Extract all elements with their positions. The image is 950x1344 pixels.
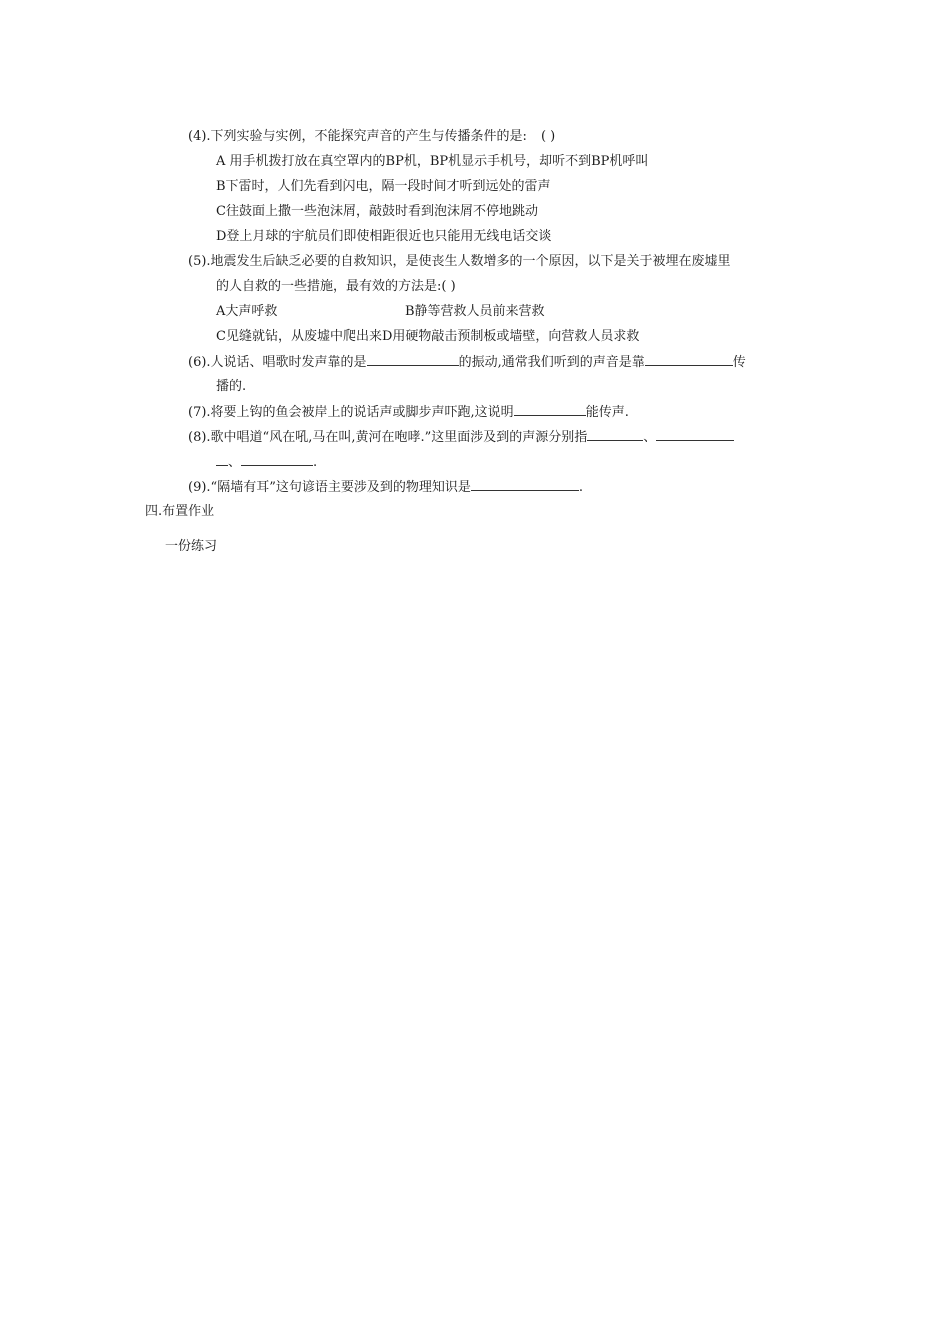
q8-end: .	[313, 455, 318, 470]
q6-blank-2[interactable]	[645, 353, 733, 366]
q8-line2	[216, 453, 317, 472]
q9-part1: (9).“隔墙有耳”这句谚语主要涉及到的物理知识是	[188, 480, 471, 495]
q7-part1: (7).将要上钩的鱼会被岸上的说话声或脚步声吓跑,这说明	[188, 405, 514, 420]
q4-option-d: D登上月球的宇航员们即使相距很近也只能用无线电话交谈	[216, 229, 552, 244]
q8-blank-2b[interactable]	[216, 453, 228, 466]
q4-stem: (4).下列实验与实例，不能探究声音的产生与传播条件的是:	[188, 129, 527, 144]
q6-part2: 的振动,通常我们听到的声音是靠	[458, 355, 645, 370]
q8-part1: (8).歌中唱道“风在吼,马在叫,黄河在咆哮.”这里面涉及到的声源分别指	[188, 430, 588, 445]
q9-end: .	[578, 480, 583, 495]
q4-option-b: B下雷时，人们先看到闪电，隔一段时间才听到远处的雷声	[216, 179, 551, 194]
q7-part2: 能传声.	[585, 405, 629, 420]
section-heading: 四.布置作业	[145, 504, 215, 519]
q5-option-a: A大声呼救	[216, 304, 278, 319]
q5-stem-line2: 的人自救的一些措施，最有效的方法是:( )	[216, 279, 456, 294]
q4-stem-line	[188, 128, 555, 146]
q8-sep-2: 、	[228, 455, 242, 470]
q8-line1	[188, 428, 734, 447]
q8-blank-3[interactable]	[241, 453, 313, 466]
q8-sep-1: 、	[643, 430, 657, 445]
q8-blank-1[interactable]	[587, 428, 643, 441]
q4-option-c: C往鼓面上撒一些泡沫屑，敲鼓时看到泡沫屑不停地跳动	[216, 204, 538, 219]
q4-option-a: A 用手机拨打放在真空罩内的BP机，BP机显示手机号，却听不到BP机呼叫	[216, 154, 649, 169]
q5-stem-line1: (5).地震发生后缺乏必要的自救知识，是使丧生人数增多的一个原因，以下是关于被埋在废墟里	[188, 254, 731, 269]
q9-line	[188, 478, 583, 497]
q6-line2: 播的.	[216, 379, 247, 394]
q7-line	[188, 403, 629, 422]
q6-part1: (6).人说话、唱歌时发声靠的是	[188, 355, 367, 370]
q9-blank[interactable]	[471, 478, 579, 491]
q4-answer-paren: ( )	[540, 129, 556, 144]
section-content: 一份练习	[165, 539, 218, 554]
q6-line1	[188, 353, 746, 372]
q8-blank-2a[interactable]	[656, 428, 734, 441]
q6-blank-1[interactable]	[367, 353, 459, 366]
q5-option-b: B静等营救人员前来营救	[405, 304, 545, 319]
q7-blank[interactable]	[514, 403, 586, 416]
q5-option-cd: C见缝就钻，从废墟中爬出来D用硬物敲击预制板或墙壁，向营救人员求救	[216, 329, 640, 344]
q6-part3: 传	[732, 355, 746, 370]
